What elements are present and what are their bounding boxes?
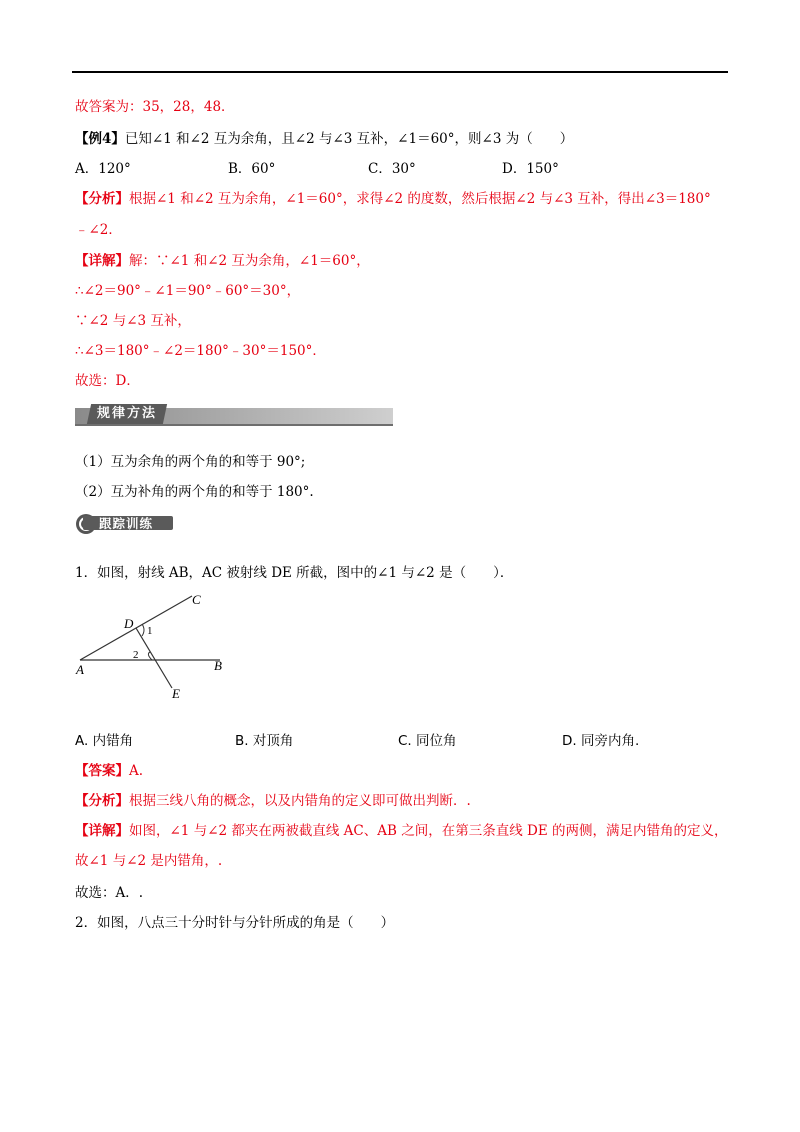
example4-option-c: C．30° bbox=[368, 161, 416, 177]
q1-figure bbox=[72, 588, 242, 708]
q2-question: 2．如图，八点三十分时针与分针所成的角是（ ） bbox=[75, 915, 395, 931]
q1-answer bbox=[75, 762, 143, 780]
q1-detail-line-1: 如图，∠1 与∠2 都夹在两被截直线 AC、AB 之间，在第三条直线 DE 的两侧，满足内错角的定义， bbox=[129, 823, 728, 839]
example4-analysis-cont: ﹣∠2． bbox=[75, 222, 122, 238]
angle1-arc bbox=[142, 624, 144, 636]
label-c: C bbox=[192, 592, 201, 607]
label-b: B bbox=[214, 658, 222, 673]
training-banner bbox=[75, 513, 175, 531]
example4-detail bbox=[75, 252, 370, 270]
ray-de bbox=[136, 628, 172, 688]
example4-question bbox=[75, 130, 573, 148]
detail-line-4: ∴∠3＝180°﹣∠2＝180°﹣30°＝150°． bbox=[75, 343, 326, 359]
label-e: E bbox=[172, 686, 180, 701]
q1-option-d: D. 同旁内角. bbox=[562, 733, 640, 749]
answer-value: A. bbox=[129, 763, 144, 779]
training-banner-label: 跟踪训练 bbox=[99, 516, 154, 531]
answer-tag: 【答案】 bbox=[75, 763, 129, 779]
q1-choice: 故选：A．. bbox=[75, 885, 144, 901]
label-2: 2 bbox=[133, 649, 139, 661]
example4-option-d: D．150° bbox=[502, 161, 559, 177]
analysis-tag: 【分析】 bbox=[75, 191, 129, 207]
rule-2: （2）互为补角的两个角的和等于 180°. bbox=[75, 484, 314, 500]
q1-analysis bbox=[75, 792, 471, 810]
example4-text: 已知∠1 和∠2 互为余角，且∠2 与∠3 互补，∠1＝60°，则∠3 为（ ） bbox=[124, 131, 574, 147]
q1-detail-line-2: 故∠1 与∠2 是内错角，. bbox=[75, 853, 223, 869]
q1-question: 1．如图，射线 AB，AC 被射线 DE 所截，图中的∠1 与∠2 是（ ）． bbox=[75, 565, 514, 581]
q1-option-c: C. 同位角 bbox=[398, 733, 457, 749]
method-banner bbox=[75, 408, 393, 426]
example4-option-a: A．120° bbox=[75, 161, 131, 177]
example4-tag: 【例4】 bbox=[75, 131, 125, 147]
q1-detail-tag: 【详解】 bbox=[75, 823, 129, 839]
example4-analysis bbox=[75, 190, 711, 208]
detail-line-3: ∵∠2 与∠3 互补， bbox=[75, 313, 191, 329]
example4-choice: 故选：D． bbox=[75, 373, 140, 389]
q1-analysis-text: 根据三线八角的概念，以及内错角的定义即可做出判断．. bbox=[129, 793, 471, 809]
q1-analysis-tag: 【分析】 bbox=[75, 793, 129, 809]
q1-option-b: B. 对顶角 bbox=[235, 733, 294, 749]
method-banner-label: 规律方法 bbox=[87, 404, 167, 424]
q1-detail bbox=[75, 822, 727, 840]
rule-1: （1）互为余角的两个角的和等于 90°; bbox=[75, 454, 306, 470]
previous-answer: 故答案为：35，28，48． bbox=[75, 99, 235, 115]
q1-option-a: A. 内错角 bbox=[75, 733, 134, 749]
detail-line-1: 解：∵∠1 和∠2 互为余角，∠1＝60°， bbox=[129, 253, 370, 269]
example4-option-b: B．60° bbox=[228, 161, 276, 177]
header-rule bbox=[72, 71, 728, 73]
label-d: D bbox=[124, 616, 134, 631]
label-1: 1 bbox=[147, 625, 153, 637]
label-a: A bbox=[76, 662, 84, 677]
detail-tag: 【详解】 bbox=[75, 253, 129, 269]
analysis-text: 根据∠1 和∠2 互为余角，∠1＝60°，求得∠2 的度数，然后根据∠2 与∠3 互补，得出∠3＝180° bbox=[129, 191, 711, 207]
detail-line-2: ∴∠2＝90°﹣∠1＝90°﹣60°＝30°， bbox=[75, 283, 301, 299]
